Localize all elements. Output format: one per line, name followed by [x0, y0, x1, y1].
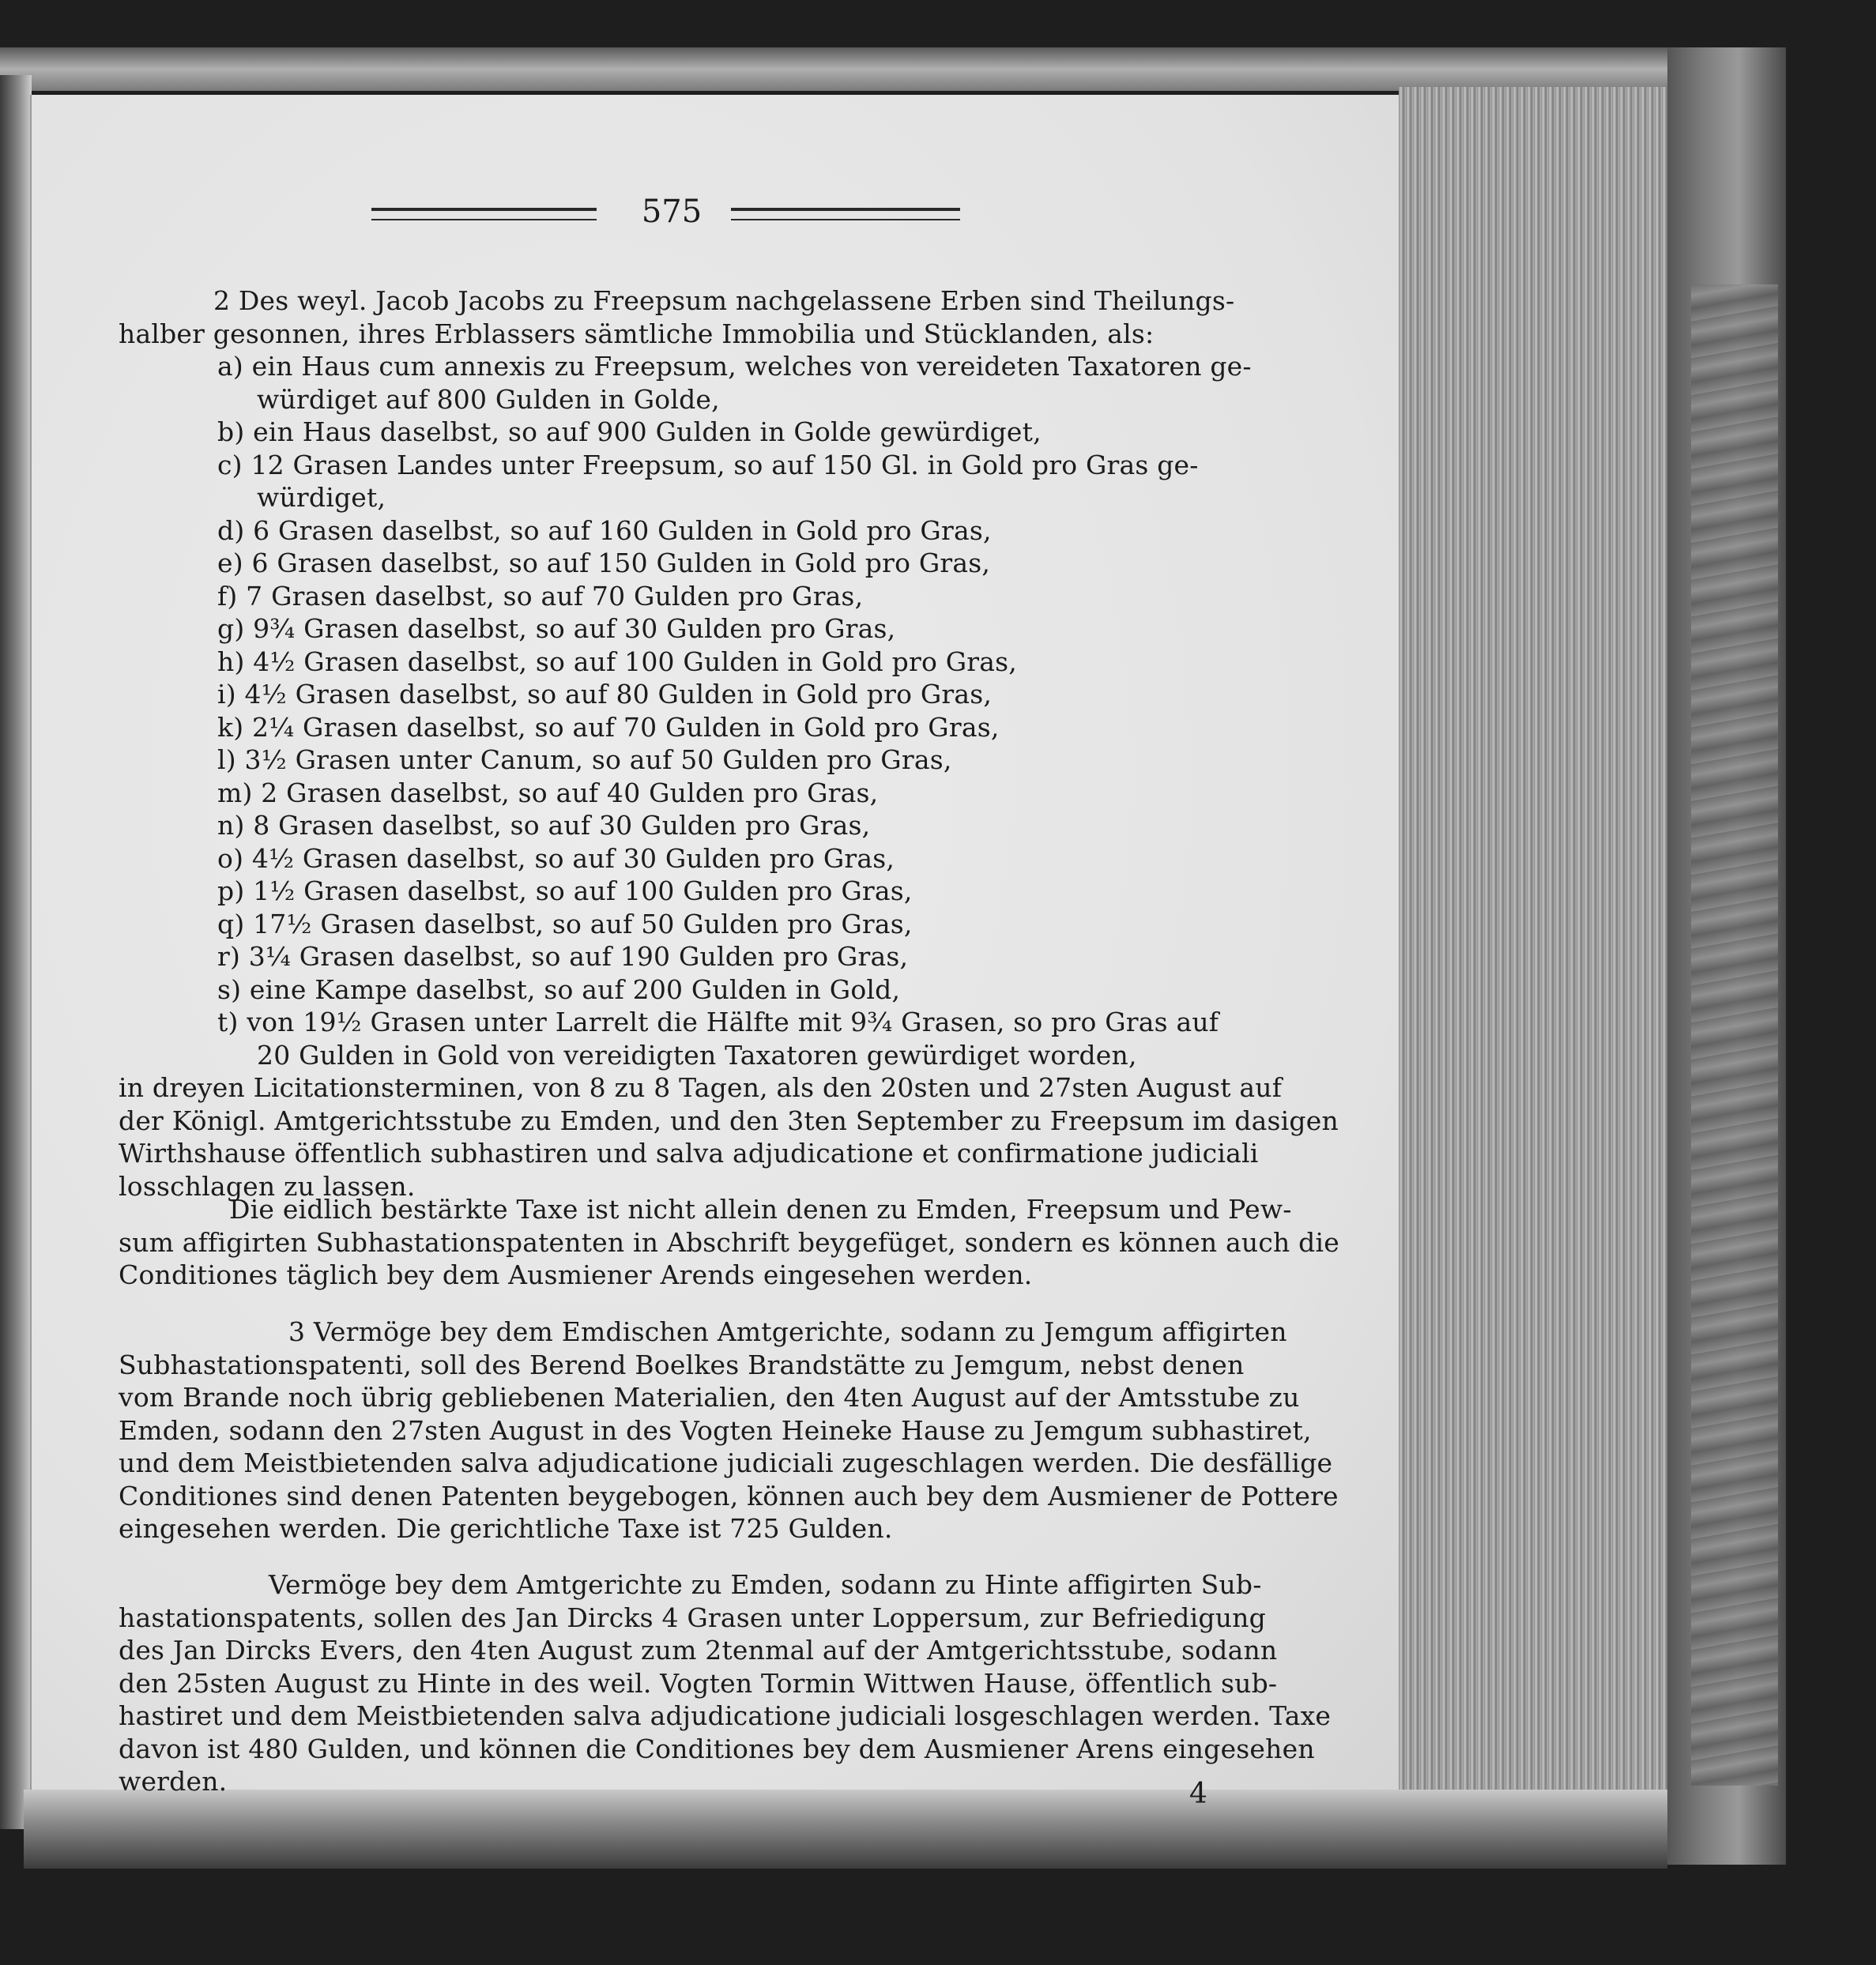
- text-line: Subhastationspatenti, soll des Berend Boelkes Brandstätte zu Jemgum, nebst denen: [119, 1349, 1245, 1380]
- text-line: 2 Des weyl. Jacob Jacobs zu Freepsum nachgelassene Erben sind Theilungs-: [213, 285, 1235, 316]
- text-line: k) 2¼ Grasen daselbst, so auf 70 Gulden in Gold pro Gras,: [217, 711, 1000, 743]
- text-line: halber gesonnen, ihres Erblassers sämtliche Immobilia und Stücklanden, als:: [119, 318, 1155, 349]
- text-line: c) 12 Grasen Landes unter Freepsum, so auf 150 Gl. in Gold pro Gras ge-: [217, 449, 1199, 480]
- paragraph-2: [119, 1193, 1339, 1292]
- text-line: würdiget,: [257, 482, 386, 513]
- text-line: sum affigirten Subhastationspatenten in Abschrift beygefüget, sondern es können auch die: [119, 1226, 1339, 1258]
- catchword: 4: [1189, 1778, 1207, 1810]
- text-line: eingesehen werden. Die gerichtliche Taxe ist 725 Gulden.: [119, 1513, 893, 1544]
- text-line: des Jan Dircks Evers, den 4ten August zum 2tenmal auf der Amtgerichtsstube, sodann: [119, 1635, 1278, 1666]
- text-line: 3 Vermöge bey dem Emdischen Amtgerichte, sodann zu Jemgum affigirten: [288, 1316, 1287, 1347]
- text-line: q) 17½ Grasen daselbst, so auf 50 Gulden pro Gras,: [217, 908, 913, 939]
- cover-bottom-edge: [24, 1790, 1667, 1869]
- text-line: l) 3½ Grasen unter Canum, so auf 50 Gulden pro Gras,: [217, 744, 952, 775]
- text-line: 20 Gulden in Gold von vereidigten Taxatoren gewürdiget worden,: [257, 1039, 1137, 1071]
- cover-top-edge: [0, 47, 1739, 91]
- text-line: r) 3¼ Grasen daselbst, so auf 190 Gulden pro Gras,: [217, 941, 909, 972]
- header-rule-right: [731, 208, 960, 220]
- cover-marbling: [1691, 284, 1778, 1786]
- text-line: Vermöge bey dem Amtgerichte zu Emden, sodann zu Hinte affigirten Sub-: [269, 1569, 1262, 1600]
- text-line: davon ist 480 Gulden, und können die Conditiones bey dem Ausmiener Arens eingesehen: [119, 1733, 1315, 1764]
- text-line: t) von 19½ Grasen unter Larrelt die Hälfte mit 9¾ Grasen, so pro Gras auf: [217, 1007, 1219, 1037]
- gutter: [0, 75, 32, 1829]
- text-line: Conditiones täglich bey dem Ausmiener Arends eingesehen werden.: [119, 1259, 1033, 1290]
- text-line: der Königl. Amtgerichtsstube zu Emden, und den 3ten September zu Freepsum im dasigen: [119, 1105, 1339, 1136]
- text-line: hastiret und dem Meistbietenden salva adjudicatione judiciali losgeschlagen werden. Taxe: [119, 1700, 1332, 1731]
- text-line: und dem Meistbietenden salva adjudicatione judiciali zugeschlagen werden. Die desfällige: [119, 1447, 1333, 1478]
- text-line: d) 6 Grasen daselbst, so auf 160 Gulden in Gold pro Gras,: [217, 514, 992, 546]
- paragraph-3: [119, 1316, 1339, 1545]
- text-line: m) 2 Grasen daselbst, so auf 40 Gulden pro Gras,: [217, 777, 879, 808]
- text-line: g) 9¾ Grasen daselbst, so auf 30 Gulden pro Gras,: [217, 613, 896, 644]
- text-line: losschlagen zu lassen.: [119, 1170, 416, 1202]
- text-line: werden.: [119, 1766, 228, 1797]
- text-line: in dreyen Licitationsterminen, von 8 zu 8 Tagen, als den 20sten und 27sten August auf: [119, 1072, 1283, 1103]
- text-line: vom Brande noch übrig gebliebenen Materialien, den 4ten August auf der Amtsstube zu: [119, 1382, 1300, 1413]
- text-line: f) 7 Grasen daselbst, so auf 70 Gulden pro Gras,: [217, 580, 864, 612]
- text-line: a) ein Haus cum annexis zu Freepsum, welches von vereideten Taxatoren ge-: [217, 351, 1252, 382]
- text-line: Emden, sodann den 27sten August in des Vogten Heineke Hause zu Jemgum subhastiret,: [119, 1414, 1312, 1446]
- text-line: würdiget auf 800 Gulden in Golde,: [257, 383, 720, 415]
- text-line: b) ein Haus daselbst, so auf 900 Gulden in Golde gewürdiget,: [217, 416, 1042, 447]
- paragraph-1: [119, 284, 1339, 1203]
- header-rule-left: [371, 208, 597, 220]
- text-line: s) eine Kampe daselbst, so auf 200 Gulden in Gold,: [217, 973, 901, 1005]
- text-line: e) 6 Grasen daselbst, so auf 150 Gulden in Gold pro Gras,: [217, 548, 991, 578]
- text-line: p) 1½ Grasen daselbst, so auf 100 Gulden pro Gras,: [217, 875, 913, 906]
- page-edges: [1399, 87, 1667, 1794]
- paragraph-4: [119, 1568, 1331, 1798]
- text-line: Wirthshause öffentlich subhastiren und salva adjudicatione et confirmatione judiciali: [119, 1138, 1259, 1169]
- text-line: i) 4½ Grasen daselbst, so auf 80 Gulden in Gold pro Gras,: [217, 679, 993, 710]
- text-line: hastationspatents, sollen des Jan Dircks 4 Grasen unter Loppersum, zur Befriedigung: [119, 1602, 1266, 1633]
- text-line: Conditiones sind denen Patenten beygebogen, können auch bey dem Ausmiener de Pottere: [119, 1480, 1339, 1511]
- text-line: den 25sten August zu Hinte in des weil. Vogten Tormin Wittwen Hause, öffentlich sub-: [119, 1667, 1278, 1699]
- text-line: Die eidlich bestärkte Taxe ist nicht allein denen zu Emden, Freepsum und Pew-: [229, 1194, 1292, 1225]
- page-header: [371, 194, 964, 233]
- text-line: h) 4½ Grasen daselbst, so auf 100 Gulden in Gold pro Gras,: [217, 646, 1017, 677]
- text-line: n) 8 Grasen daselbst, so auf 30 Gulden pro Gras,: [217, 810, 871, 841]
- page-number: 575: [641, 194, 703, 230]
- text-line: o) 4½ Grasen daselbst, so auf 30 Gulden pro Gras,: [217, 842, 895, 874]
